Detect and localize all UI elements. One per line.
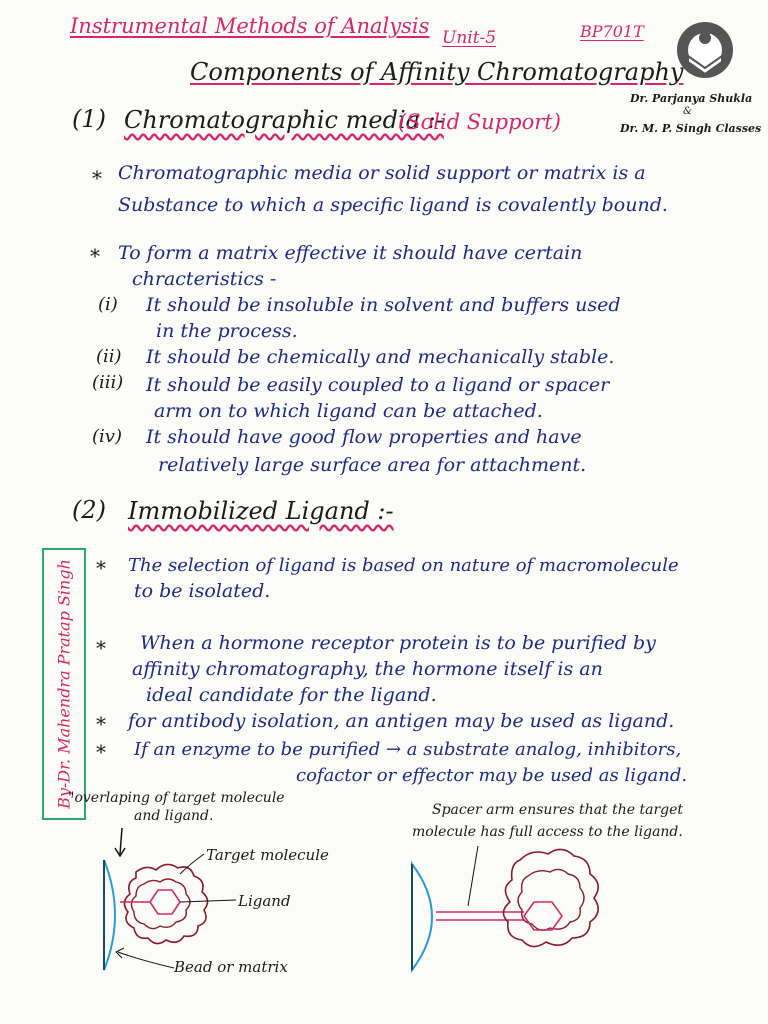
item-number: (iv) xyxy=(92,426,122,447)
classes-logo xyxy=(672,16,738,86)
s1-bullet2-line2: chracteristics - xyxy=(132,268,277,290)
author-side-label: By-Dr. Mahendra Pratap Singh xyxy=(54,559,74,809)
subject-title: Instrumental Methods of Analysis xyxy=(70,14,430,38)
item-4-line1: It should have good flow properties and have xyxy=(146,426,582,448)
course-code: BP701T xyxy=(580,22,644,41)
bullet-asterisk: * xyxy=(96,712,106,736)
label-bead-matrix: Bead or matrix xyxy=(174,958,288,976)
item-number: (i) xyxy=(98,294,118,315)
section-2-heading: Immobilized Ligand :- xyxy=(128,497,394,525)
item-1-line2: in the process. xyxy=(156,320,298,342)
bead-right xyxy=(412,864,432,970)
item-3-line1: It should be easily coupled to a ligand or spacer xyxy=(146,374,610,396)
bullet-asterisk: * xyxy=(92,166,102,190)
affinity-diagram xyxy=(0,780,768,1024)
section-1-subheading: (Solid Support) xyxy=(398,110,561,134)
section-2-number: (2) xyxy=(72,496,106,524)
s2-bullet2-line1: When a hormone receptor protein is to be purified by xyxy=(140,632,656,654)
s2-bullet1-line2: to be isolated. xyxy=(134,580,271,602)
item-4-line2: relatively large surface area for attachment. xyxy=(158,454,587,476)
unit-label: Unit-5 xyxy=(442,28,497,48)
ligand-right xyxy=(524,902,562,930)
ligand-left xyxy=(150,890,180,914)
section-1-number: (1) xyxy=(72,105,106,133)
s2-bullet4-line2: cofactor or effector may be used as ligand. xyxy=(296,765,688,786)
author-line-2: Dr. M. P. Singh Classes xyxy=(620,122,762,135)
bullet-asterisk: * xyxy=(96,636,106,660)
item-2-line1: It should be chemically and mechanically stable. xyxy=(146,346,615,368)
author-line-1: Dr. Parjanya Shukla xyxy=(630,92,753,105)
target-molecule-left xyxy=(124,864,207,943)
s2-bullet4-line1: If an enzyme to be purified → a substrate analog, inhibitors, xyxy=(134,739,682,760)
s1-bullet1-line2: Substance to which a specific ligand is covalently bound. xyxy=(118,194,668,216)
bead-left xyxy=(104,860,115,970)
label-target-molecule: Target molecule xyxy=(206,846,329,864)
note-left-line1: "overlaping of target molecule xyxy=(68,790,285,806)
bullet-asterisk: * xyxy=(96,556,106,580)
s2-bullet3: for antibody isolation, an antigen may be used as ligand. xyxy=(128,710,675,732)
note-left-line2: and ligand. xyxy=(134,808,214,824)
s2-bullet2-line3: ideal candidate for the ligand. xyxy=(146,684,437,706)
s1-bullet1-line1: Chromatographic media or solid support or matrix is a xyxy=(118,162,646,184)
bullet-asterisk: * xyxy=(90,244,100,268)
section-1-heading: Chromatographic media :- xyxy=(124,106,444,134)
bullet-asterisk: * xyxy=(96,740,106,764)
s1-bullet2-line1: To form a matrix effective it should have certain xyxy=(118,242,583,264)
item-1-line1: It should be insoluble in solvent and buffers used xyxy=(146,294,621,316)
note-right-line1: Spacer arm ensures that the target xyxy=(432,802,684,818)
page-title: Components of Affinity Chromatography xyxy=(190,58,684,86)
label-ligand: Ligand xyxy=(238,892,291,910)
s2-bullet2-line2: affinity chromatography, the hormone itself is an xyxy=(132,658,603,680)
s2-bullet1-line1: The selection of ligand is based on nature of macromolecule xyxy=(128,555,679,576)
item-3-line2: arm on to which ligand can be attached. xyxy=(154,400,543,422)
item-number: (ii) xyxy=(96,346,122,367)
note-right-line2: molecule has full access to the ligand. xyxy=(412,824,683,840)
author-amp: & xyxy=(683,106,692,117)
item-number: (iii) xyxy=(92,372,124,393)
